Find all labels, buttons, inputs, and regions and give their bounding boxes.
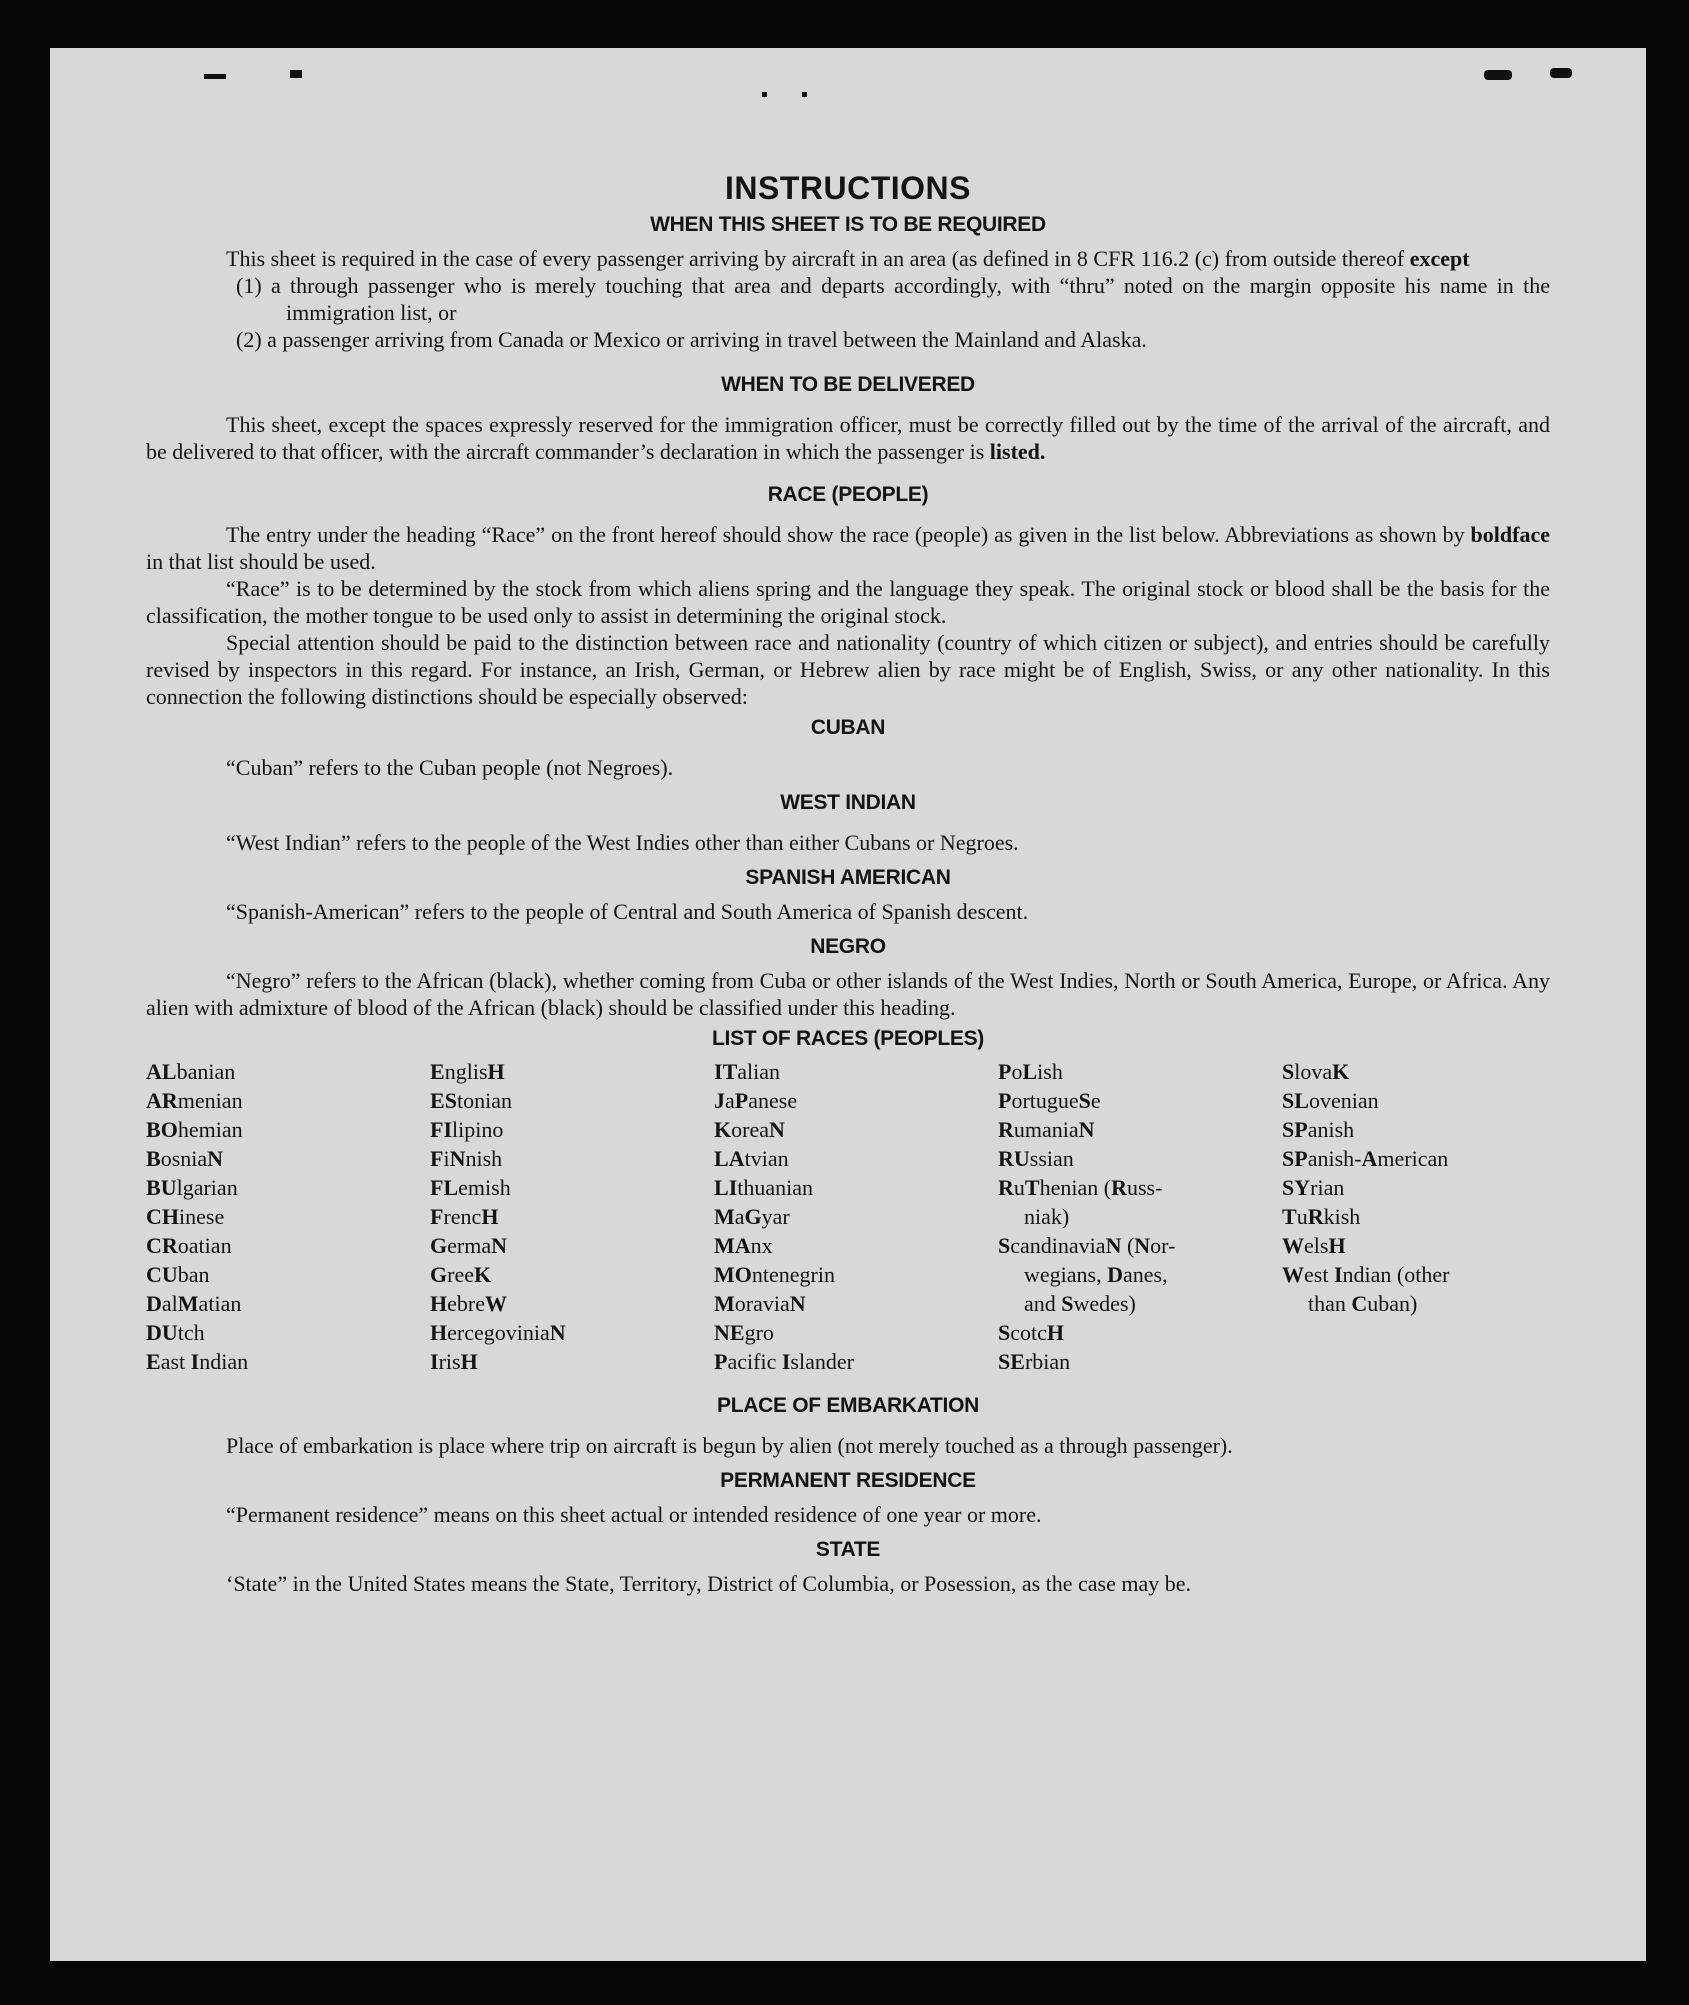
ink-speck: [762, 92, 767, 97]
race-list-item: MAnx: [714, 1233, 773, 1258]
section-heading-race: RACE (PEOPLE): [767, 483, 929, 506]
required-item-1: (1) a through passenger who is merely touching that area and departs accordingly, with “thru” noted on the margin opposite his name in the immigration list, or: [236, 273, 1550, 325]
race-list-item: CRoatian: [146, 1233, 232, 1258]
race-list-item: RumaniaN: [998, 1117, 1095, 1142]
race-list-item: ARmenian: [146, 1088, 243, 1113]
ink-speck: [802, 92, 807, 97]
race-list-item: CHinese: [146, 1204, 225, 1229]
race-list-item: MaGyar: [714, 1204, 790, 1229]
race-list-item: BosniaN: [146, 1146, 224, 1171]
embarkation-paragraph: Place of embarkation is place where trip on aircraft is begun by alien (not merely touched as a through passenger).: [226, 1433, 1233, 1458]
race-list-item: ScotcH: [998, 1320, 1065, 1345]
race-list-item: LAtvian: [714, 1146, 789, 1171]
race-list-item: DUtch: [146, 1320, 205, 1345]
race-list-item: FiNnish: [430, 1146, 503, 1171]
section-heading-delivered: WHEN TO BE DELIVERED: [721, 373, 975, 396]
spanish-american-paragraph: “Spanish-American” refers to the people of Central and South America of Spanish descent.: [226, 899, 1029, 924]
race-list-item: FLemish: [430, 1175, 511, 1200]
race-list-item: HebreW: [430, 1291, 507, 1316]
race-list-item: ITalian: [714, 1059, 781, 1084]
race-list-item: IrisH: [430, 1349, 478, 1374]
races-list: [146, 1057, 1550, 1376]
section-heading-required: WHEN THIS SHEET IS TO BE REQUIRED: [650, 213, 1046, 236]
race-list-item: CUban: [146, 1262, 210, 1287]
section-heading-list-of-races: LIST OF RACES (PEOPLES): [712, 1027, 984, 1050]
race-list-item: GermaN: [430, 1233, 507, 1258]
races-column-3: [714, 1057, 998, 1376]
negro-paragraph: “Negro” refers to the African (black), whether coming from Cuba or other islands of the West Indies, North or South America, Europe, or Africa. Any alien with admixture of blood of the African (black) should be classified under this heading.: [146, 968, 1550, 1020]
race-list-item: LIthuanian: [714, 1175, 814, 1200]
required-item-2: (2) a passenger arriving from Canada or Mexico or arriving in travel between the Mainland and Alaska.: [236, 327, 1147, 352]
race-list-item: FrencH: [430, 1204, 499, 1229]
west-indian-paragraph: “West Indian” refers to the people of the West Indies other than either Cubans or Negroes.: [226, 830, 1019, 855]
race-list-item: MoraviaN: [714, 1291, 806, 1316]
race-list-item: PortugueSe: [998, 1088, 1101, 1113]
races-column-4: [998, 1057, 1282, 1376]
race-list-item: HercegoviniaN: [430, 1320, 566, 1345]
section-heading-residence: PERMANENT RESIDENCE: [720, 1469, 976, 1492]
race-list-item: West Indian (other: [1282, 1262, 1450, 1287]
race-list-item: ScandinaviaN (Nor-: [998, 1233, 1176, 1258]
race-list-item: RuThenian (Russ-: [998, 1175, 1163, 1200]
race-list-item: PoLish: [998, 1059, 1063, 1084]
race-list-item: FIlipino: [430, 1117, 504, 1142]
delivered-paragraph: This sheet, except the spaces expressly reserved for the immigration officer, must be correctly filled out by the time of the arrival of the aircraft, and be delivered to that officer, with the aircraft commander’s declaration in which the passenger is listed.: [146, 412, 1550, 464]
section-heading-embarkation: PLACE OF EMBARKATION: [717, 1394, 979, 1417]
races-column-5: [1282, 1057, 1566, 1376]
race-list-item: wegians, Danes,: [1024, 1262, 1168, 1287]
race-list-item: niak): [1024, 1204, 1070, 1229]
race-list-item: GreeK: [430, 1262, 492, 1287]
race-list-item: SYrian: [1282, 1175, 1345, 1200]
race-list-item: SLovenian: [1282, 1088, 1379, 1113]
race-list-item: JaPanese: [714, 1088, 798, 1113]
race-paragraph-1: The entry under the heading “Race” on the front hereof should show the race (people) as given in the list below. Abbreviations as shown by boldface in that list should be used.: [146, 522, 1550, 574]
ink-speck: [204, 74, 226, 79]
race-list-item: EnglisH: [430, 1059, 505, 1084]
document-page: [50, 48, 1646, 1961]
race-list-item: ALbanian: [146, 1059, 236, 1084]
residence-paragraph: “Permanent residence” means on this sheet actual or intended residence of one year or more.: [226, 1502, 1042, 1527]
race-list-item: MOntenegrin: [714, 1262, 835, 1287]
cuban-paragraph: “Cuban” refers to the Cuban people (not Negroes).: [226, 755, 674, 780]
race-list-item: SPanish: [1282, 1117, 1355, 1142]
race-list-item: BOhemian: [146, 1117, 243, 1142]
race-list-item: SPanish-American: [1282, 1146, 1449, 1171]
section-heading-negro: NEGRO: [810, 935, 886, 958]
ink-speck: [1550, 68, 1572, 78]
races-column-1: [146, 1057, 430, 1376]
required-paragraph: This sheet is required in the case of every passenger arriving by aircraft in an area (as defined in 8 CFR 116.2 (c) from outside thereof except: [226, 246, 1470, 271]
race-list-item: East Indian: [146, 1349, 249, 1374]
race-paragraph-3: Special attention should be paid to the distinction between race and nationality (country of which citizen or subject), and entries should be carefully revised by inspectors in this regard. For instance, an Irish, German, or Hebrew alien by race might be of English, Swiss, or any other nationality. In this connection the following distinctions should be especially observed:: [146, 630, 1550, 709]
race-list-item: TuRkish: [1282, 1204, 1361, 1229]
race-list-item: BUlgarian: [146, 1175, 238, 1200]
race-list-item: KoreaN: [714, 1117, 785, 1142]
race-list-item: RUssian: [998, 1146, 1074, 1171]
races-column-2: [430, 1057, 714, 1376]
race-list-item: SlovaK: [1282, 1059, 1350, 1084]
ink-speck: [290, 70, 302, 78]
ink-speck: [1484, 70, 1512, 80]
race-list-item: SErbian: [998, 1349, 1071, 1374]
section-heading-state: STATE: [815, 1538, 881, 1561]
section-heading-spanish-american: SPANISH AMERICAN: [745, 866, 951, 889]
race-list-item: DalMatian: [146, 1291, 242, 1316]
race-list-item: than Cuban): [1308, 1291, 1418, 1316]
state-paragraph: ‘State” in the United States means the State, Territory, District of Columbia, or Posession, as the case may be.: [226, 1571, 1192, 1596]
race-list-item: EStonian: [430, 1088, 512, 1113]
race-list-item: NEgro: [714, 1320, 774, 1345]
race-list-item: and Swedes): [1024, 1291, 1136, 1316]
race-list-item: WelsH: [1282, 1233, 1346, 1258]
section-heading-west-indian: WEST INDIAN: [780, 791, 916, 814]
page-title: INSTRUCTIONS: [725, 170, 971, 206]
race-list-item: Pacific Islander: [714, 1349, 854, 1374]
section-heading-cuban: CUBAN: [810, 716, 886, 739]
race-paragraph-2: “Race” is to be determined by the stock from which aliens spring and the language they speak. The original stock or blood shall be the basis for the classification, the mother tongue to be used only to assist in determining the original stock.: [146, 576, 1550, 628]
